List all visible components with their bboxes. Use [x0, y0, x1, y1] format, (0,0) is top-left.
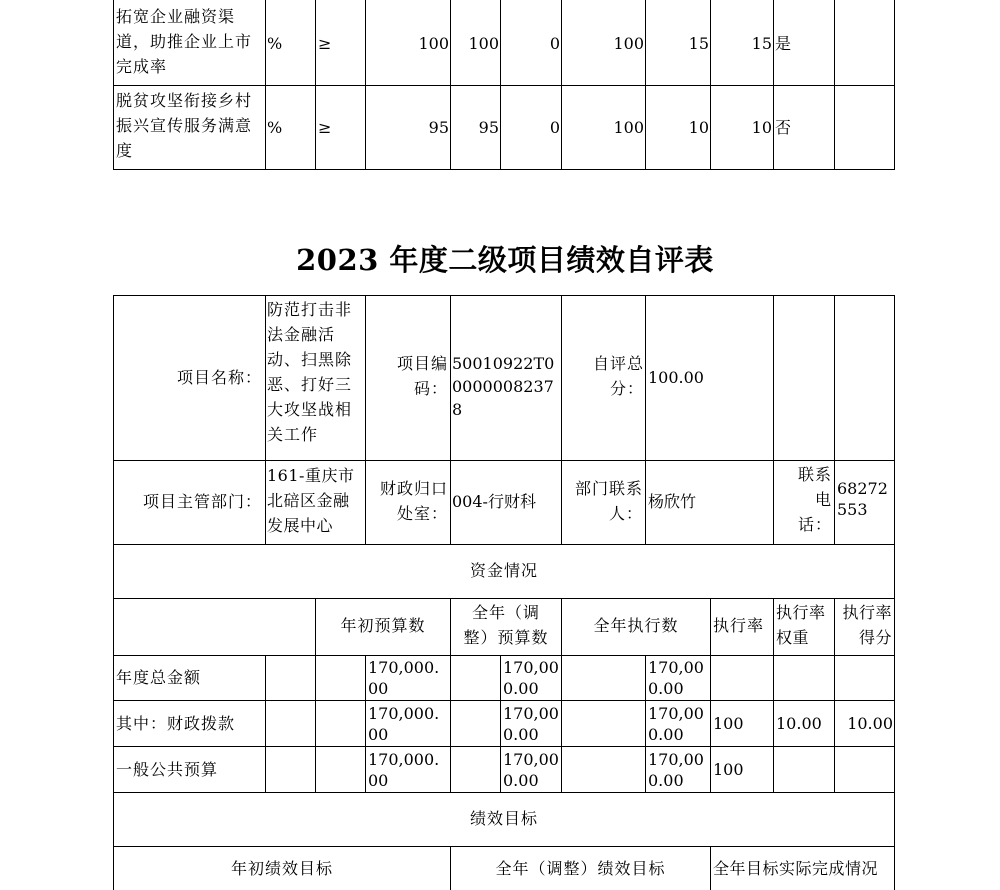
- funds-rate: 100: [713, 760, 744, 779]
- indicator-actual: 95: [478, 118, 499, 137]
- goals-header-adjusted: 全年（调整）绩效目标: [495, 859, 666, 878]
- indicator-score: 10: [751, 118, 772, 137]
- funds-header-executed: 全年执行数: [593, 616, 679, 635]
- phone-label: 联系电话：: [797, 465, 832, 534]
- funds-row-label: 年度总金额: [116, 668, 202, 687]
- funds-header-rate: 执行率: [713, 616, 765, 635]
- goals-header-initial: 年初绩效目标: [230, 859, 333, 878]
- indicator-unit: %: [267, 118, 283, 137]
- goals-header-actual: 全年目标实际完成情况: [713, 859, 879, 878]
- funds-score: 10.00: [847, 714, 893, 733]
- funds-header-adjusted: 全年（调整）预算数: [463, 603, 549, 647]
- indicator-name: 脱贫攻坚衔接乡村振兴宣传服务满意度: [116, 91, 253, 160]
- contact-value: 杨欣竹: [648, 492, 697, 511]
- project-code-label: 项目编码：: [396, 354, 448, 398]
- indicator-actual: 100: [468, 34, 499, 53]
- phone-value: 68272553: [837, 479, 888, 519]
- indicator-rate: 100: [613, 34, 644, 53]
- funds-executed: 170,000.00: [648, 704, 704, 744]
- indicator-unit: %: [267, 34, 283, 53]
- funds-initial: 170,000.00: [368, 658, 440, 698]
- funds-rate: 100: [713, 714, 744, 733]
- funds-adjusted: 170,000.00: [503, 704, 559, 744]
- indicator-name: 拓宽企业融资渠道，助推企业上市完成率: [116, 7, 253, 76]
- funds-executed: 170,000.00: [648, 750, 704, 790]
- funds-adjusted: 170,000.00: [503, 750, 559, 790]
- indicator-rate: 100: [613, 118, 644, 137]
- indicator-deviation: 0: [549, 34, 560, 53]
- page-title: 2023 年度二级项目绩效自评表: [296, 243, 714, 277]
- funds-initial: 170,000.00: [368, 750, 440, 790]
- indicator-deviation: 0: [549, 118, 560, 137]
- indicator-met: 是: [775, 34, 792, 53]
- indicator-score: 15: [751, 34, 772, 53]
- funds-header-initial: 年初预算数: [340, 616, 426, 635]
- indicator-met: 否: [775, 118, 792, 137]
- project-name-value: 防范打击非法金融活动、扫黑除恶、打好三大攻坚战相关工作: [267, 300, 353, 444]
- indicator-weight: 15: [688, 34, 709, 53]
- funds-initial: 170,000.00: [368, 704, 440, 744]
- dept-value: 161-重庆市北碚区金融发展中心: [267, 466, 355, 535]
- indicator-target: 100: [418, 34, 449, 53]
- project-code-value: 50010922T000000082378: [452, 354, 555, 419]
- funds-section-title: 资金情况: [469, 561, 538, 580]
- funds-row-label: 一般公共预算: [116, 760, 219, 779]
- dept-label: 项目主管部门：: [142, 492, 262, 511]
- funds-header-score: 执行率得分: [842, 603, 892, 647]
- project-name-label: 项目名称：: [176, 368, 262, 387]
- finance-office-value: 004-行财科: [452, 492, 536, 511]
- funds-header-weight: 执行率权重: [776, 603, 826, 647]
- funds-executed: 170,000.00: [648, 658, 704, 698]
- self-score-label: 自评总分：: [592, 354, 644, 398]
- funds-weight: 10.00: [776, 714, 822, 733]
- finance-office-label: 财政归口处室：: [379, 479, 448, 523]
- funds-row-label: 其中：财政拨款: [116, 714, 236, 733]
- indicator-operator: ≥: [318, 34, 332, 53]
- goals-section-title: 绩效目标: [469, 809, 538, 828]
- indicator-operator: ≥: [318, 118, 332, 137]
- indicator-target: 95: [428, 118, 449, 137]
- funds-adjusted: 170,000.00: [503, 658, 559, 698]
- self-score-value: 100.00: [648, 368, 704, 387]
- indicator-weight: 10: [688, 118, 709, 137]
- contact-label: 部门联系人：: [574, 479, 643, 523]
